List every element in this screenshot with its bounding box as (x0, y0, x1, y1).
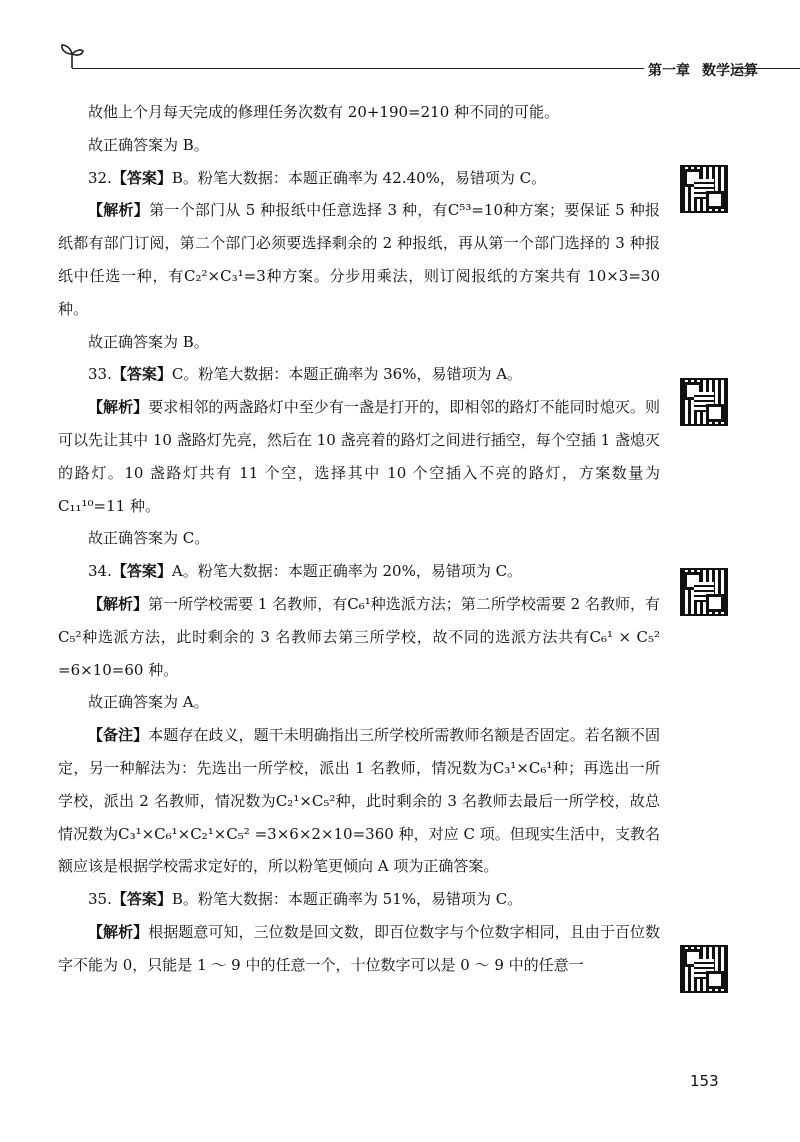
answer-32: 32.【答案】B。粉笔大数据：本题正确率为 42.40%，易错项为 C。 (88, 168, 547, 187)
answer-34: 34.【答案】A。粉笔大数据：本题正确率为 20%，易错项为 C。 (88, 562, 523, 581)
qr-code-icon[interactable] (680, 568, 728, 616)
qr-code-icon[interactable] (680, 378, 728, 426)
page-header (58, 40, 800, 80)
page-body (58, 96, 660, 982)
qr-code-icon[interactable] (680, 165, 728, 213)
analysis-34: 【解析】第一所学校需要 1 名教师，有C₆¹种选派方法；第二所学校需要 2 名教师，有C₅²种选派方法，此时剩余的 3 名教师去第三所学校，故不同的选派方法共有C₆¹ × C₅² =6×10=60 种。 (58, 594, 660, 679)
sprout-icon (58, 40, 86, 70)
paragraph: 故他上个月每天完成的修理任务次数有 20+190=210 种不同的可能。 (88, 103, 560, 121)
header-rule-left (72, 68, 644, 69)
page-number: 153 (690, 1072, 719, 1090)
analysis-35: 【解析】根据题意可知，三位数是回文数，即百位数字与个位数字相同，且由于百位数字不能为 0，只能是 1 ～ 9 中的任意一个，十位数字可以是 0 ～ 9 中的任意一 (58, 922, 660, 974)
note-34: 【备注】本题存在歧义，题干未明确指出三所学校所需教师名额是否固定。若名额不固定，另一种解法为：先选出一所学校，派出 1 名教师，情况数为C₃¹×C₆¹种；再选出一所学校，派出 2 名教师，情况数为C₂¹×C₅²种，此时剩余的 3 名教师去最后一所学校，故总情况数为C₃¹×C₆¹×C₂¹×C₅² =3×6×2×10=360 种，对应 C 项。但现实生活中，支教名额应该是根据学校需求定好的，所以粉笔更倾向 A 项为正确答案。 (58, 726, 660, 876)
paragraph: 故正确答案为 B。 (88, 332, 209, 351)
answer-33: 33.【答案】C。粉笔大数据：本题正确率为 36%，易错项为 A。 (88, 365, 523, 384)
paragraph: 故正确答案为 A。 (88, 693, 209, 712)
paragraph: 故正确答案为 B。 (88, 135, 209, 154)
chapter-title (648, 60, 770, 80)
analysis-32: 【解析】第一个部门从 5 种报纸中任意选择 3 种，有C⁵³=10种方案；要保证 5 种报纸都有部门订阅，第二个部门必须要选择剩余的 2 种报纸，再从第一个部门选择的 3 种报纸中任选一种，有C₂²×C₃¹=3种方案。分步用乘法，则订阅报纸的方案共有 10×3=30 种。 (58, 201, 660, 318)
answer-35: 35.【答案】B。粉笔大数据：本题正确率为 51%，易错项为 C。 (88, 890, 523, 909)
paragraph: 故正确答案为 C。 (88, 529, 210, 548)
qr-code-icon[interactable] (680, 945, 728, 993)
analysis-33: 【解析】要求相邻的两盏路灯中至少有一盏是打开的，即相邻的路灯不能同时熄灭。则可以先让其中 10 盏路灯先亮，然后在 10 盏亮着的路灯之间进行插空，每个空插 1 盏熄灭的路灯。10 盏路灯共有 11 个空，选择其中 10 个空插入不亮的路灯，方案数量为C₁₁¹⁰=11 种。 (58, 398, 660, 515)
chapter-number: 第一章 (648, 63, 690, 79)
header-rule-right (734, 68, 800, 69)
section-title: 数学运算 (702, 63, 758, 79)
